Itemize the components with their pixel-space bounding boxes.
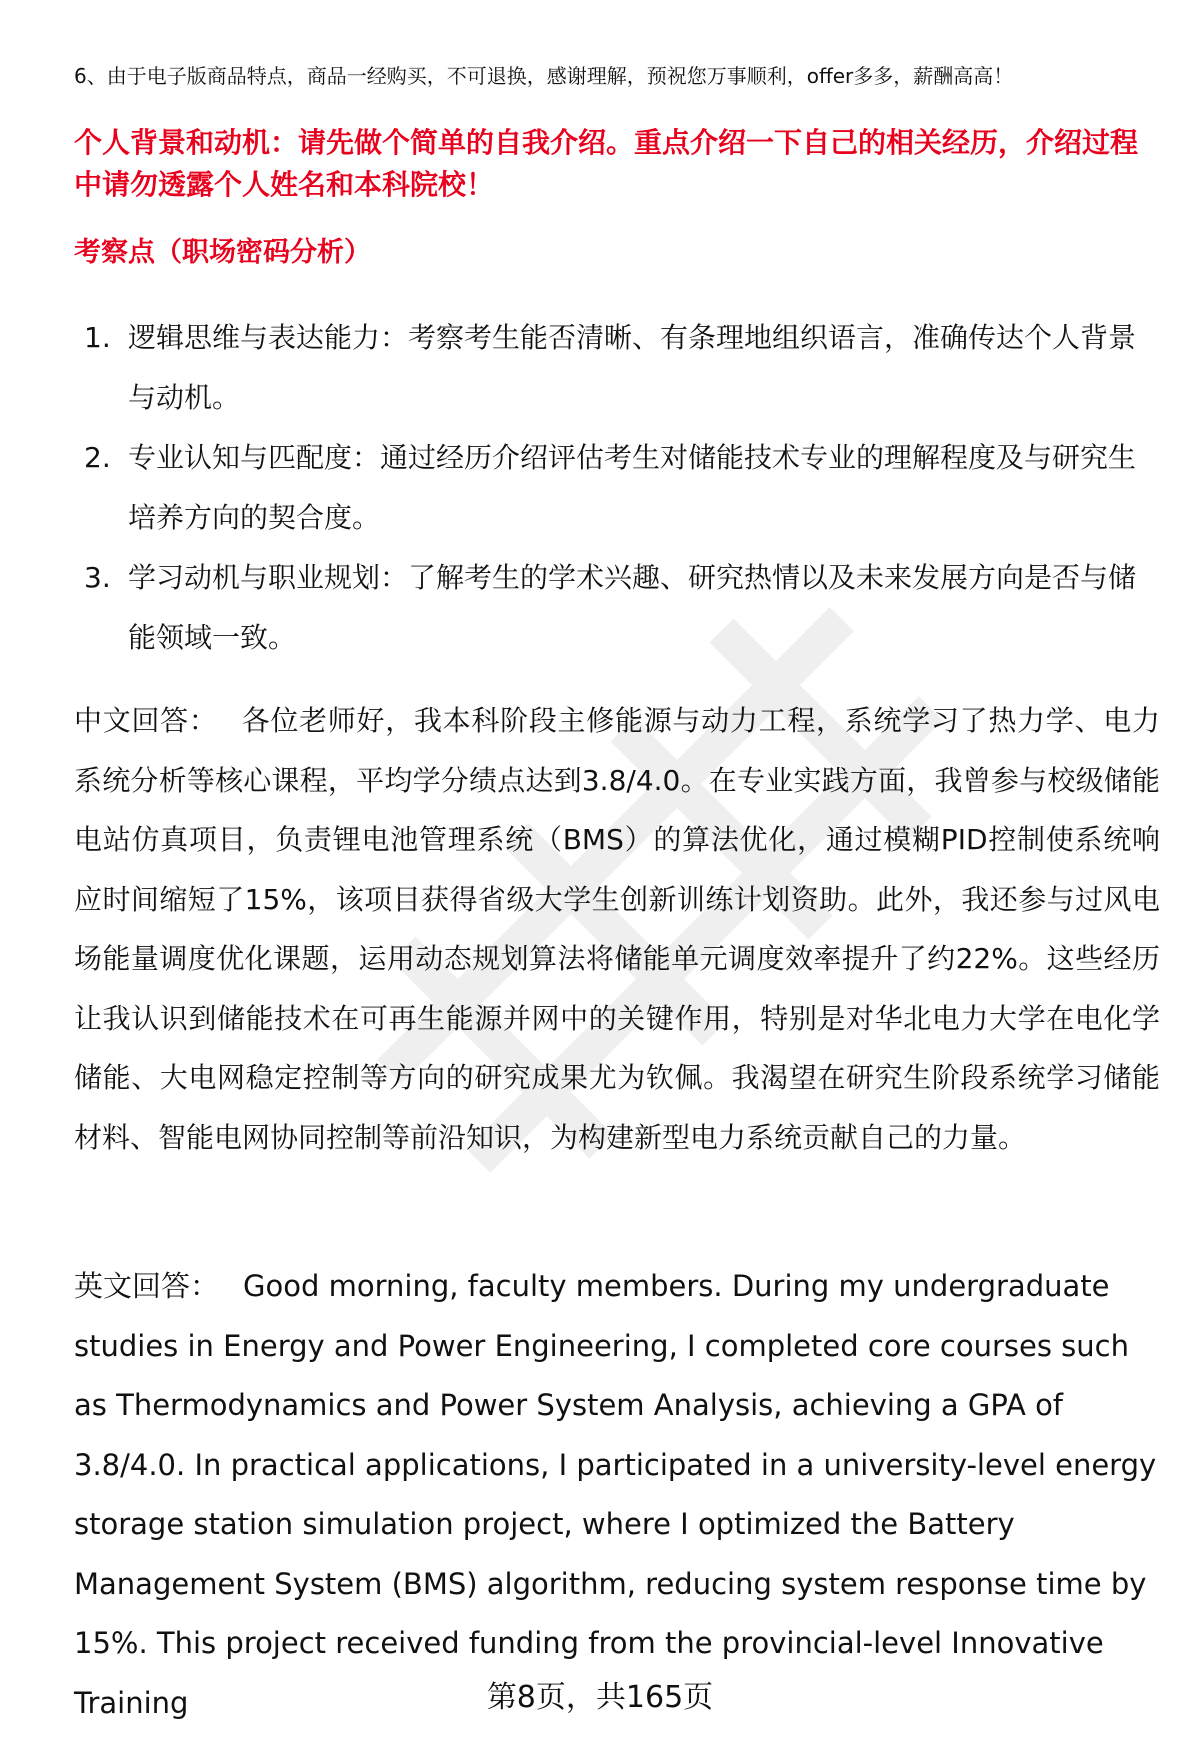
- assessment-point: [74, 548, 1154, 668]
- assessment-heading: 考察点（职场密码分析）: [74, 237, 371, 268]
- point-text: 学习动机与职业规划：了解考生的学术兴趣、研究热情以及未来发展方向是否与储能领域一致。: [128, 561, 1137, 654]
- point-number: 2.: [84, 441, 111, 474]
- chinese-answer-text: 各位老师好，我本科阶段主修能源与动力工程，系统学习了热力学、电力系统分析等核心课程，平均学分绩点达到3.8/4.0。在专业实践方面，我曾参与校级储能电站仿真项目，负责锂电池管理系统（BMS）的算法优化，通过模糊PID控制使系统响应时间缩短了15%，该项目获得省级大学生创新训练计划资助。此外，我还参与过风电场能量调度优化课题，运用动态规划算法将储能单元调度效率提升了约22%。这些经历让我认识到储能技术在可再生能源并网中的关键作用，特别是对华北电力大学在电化学储能、大电网稳定控制等方向的研究成果尤为钦佩。我渴望在研究生阶段系统学习储能材料、智能电网协同控制等前沿知识，为构建新型电力系统贡献自己的力量。: [74, 704, 1160, 1154]
- point-number: 1.: [84, 321, 111, 354]
- purchase-notice: 6、由于电子版商品特点，商品一经购买，不可退换，感谢理解，预祝您万事顺利，offer多多，薪酬高高！: [74, 64, 1014, 88]
- assessment-point: [74, 308, 1154, 428]
- point-text: 逻辑思维与表达能力：考察考生能否清晰、有条理地组织语言，准确传达个人背景与动机。: [128, 321, 1137, 414]
- chinese-answer: [74, 691, 1160, 1167]
- question-heading: 个人背景和动机：请先做个简单的自我介绍。重点介绍一下自己的相关经历，介绍过程中请勿透露个人姓名和本科院校！: [74, 126, 1139, 201]
- point-text: 专业认知与匹配度：通过经历介绍评估考生对储能技术专业的理解程度及与研究生培养方向的契合度。: [128, 441, 1137, 534]
- assessment-point: [74, 428, 1154, 548]
- chinese-answer-label: 中文回答：: [74, 704, 218, 737]
- page-number-footer: 第8页，共165页: [486, 1680, 714, 1715]
- english-answer-label: 英文回答：: [74, 1269, 220, 1303]
- assessment-points-list: [74, 308, 1154, 668]
- english-answer-text: Good morning, faculty members. During my undergraduate studies in Energy and Power Engineering, I completed core courses such as Thermodynamics and Power System Analysis, achieving a GPA of 3.8/4.0. In practical applications, I participated in a university-level energy storage station simulation project, where I optimized the Battery Management System (BMS) algorithm, reducing system response time by 15%. This project received funding from the provincial-level Innovative Training: [74, 1269, 1157, 1720]
- english-answer: [74, 1257, 1160, 1733]
- point-number: 3.: [84, 561, 111, 594]
